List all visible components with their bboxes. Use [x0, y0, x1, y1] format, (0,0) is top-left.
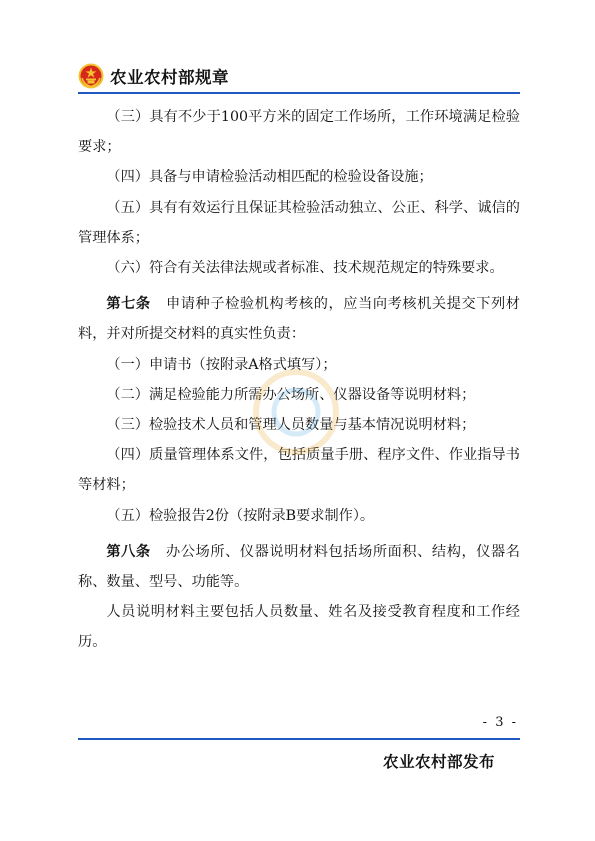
body-paragraph: 人员说明材料主要包括人员数量、姓名及接受教育程度和工作经历。: [78, 604, 520, 651]
footer-rule: [78, 738, 520, 740]
body-paragraph: （四）具备与申请检验活动相匹配的检验设备设施；: [106, 169, 433, 186]
article-number: 第八条: [106, 543, 151, 560]
body-paragraph: （五）具有有效运行且保证其检验活动独立、公正、科学、诚信的管理体系；: [78, 199, 520, 246]
body-paragraph: （三）具有不少于100平方米的固定工作场所，工作环境满足检验要求；: [78, 109, 520, 156]
page-number: - 3 -: [482, 715, 518, 730]
footer-publisher: 农业农村部发布: [383, 753, 496, 771]
page-header: [78, 62, 229, 90]
article-paragraph: [78, 537, 520, 597]
article-paragraph: [78, 289, 520, 349]
article-text: 申请种子检验机构考核的，应当向考核机关提交下列材料，并对所提交材料的真实性负责：: [78, 296, 520, 343]
watermark-icon: [236, 352, 356, 472]
national-emblem-icon: [78, 63, 104, 89]
body-paragraph: （四）质量管理体系文件，包括质量手册、程序文件、作业指导书等材料；: [78, 447, 520, 494]
body-paragraph: （一）申请书（按附录A格式填写）；: [106, 356, 337, 373]
header-title: 农业农村部规章: [110, 68, 229, 87]
body-paragraph: （六）符合有关法律法规或者标准、技术规范规定的特殊要求。: [106, 260, 504, 277]
body-paragraph: （三）检验技术人员和管理人员数量与基本情况说明材料；: [106, 417, 476, 434]
header-rule: [78, 92, 520, 94]
article-text: 办公场所、仪器说明材料包括场所面积、结构，仪器名称、数量、型号、功能等。: [78, 543, 520, 591]
body-paragraph: （二）满足检验能力所需办公场所、仪器设备等说明材料；: [106, 386, 476, 403]
article-number: 第七条: [106, 296, 151, 313]
body-paragraph: （五）检验报告2份（按附录B要求制作）。: [106, 507, 375, 524]
